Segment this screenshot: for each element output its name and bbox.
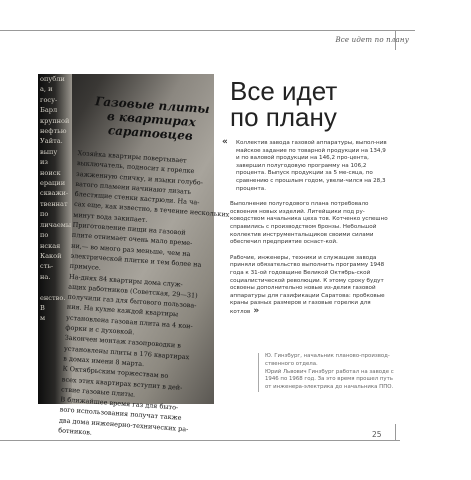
article-paragraph-2: Выполнение полугодового плана потребовало освоения новых изделий. Литейщики под ру-ководством начальника цеха тов. Котченко успешно справились с производством бронзы. Небольшой коллектив инструментальщиков своими силами обеспечил предприятие оснаст-кой. [230, 201, 388, 246]
caption-text: Юрий Львович Гинзбург работал на заводе с 1946 по 1968 год. За это время прошел путь от инженера-электрика до начальника ППО. [265, 368, 394, 391]
page-title-line-1: Все идет [230, 76, 338, 106]
article-paragraph-3-text: Рабочие, инженеры, техники и служащие завода приняли обязательство выполнить программу 1948 года к 31-ой годовщине Великой Октябрь-ской социалистической революции. К этому сроку будут освоены дополнительно новые из-делия газовой аппаратуры для газификации Саратова: пробковые краны разных размеров и газовые горелки для котлов [230, 254, 385, 315]
photo-headline: Газовые плиты в квартирах саратовцев [94, 94, 211, 144]
page-title [230, 78, 337, 130]
header-rule [0, 30, 415, 31]
photo-caption [258, 353, 396, 392]
article-paragraph-1-text: Коллектив завода газовой аппаратуры, выпол-нив майское задание по товарной продукции на 134,9 и по валовой продукции на 146,2 про-цента, завершил полугодовую программу на 106,2 процента. Выпуск продукции за 5 ме-сяца, по сравнению с прошлым годом, увели-чился на 28,3 процента. [236, 140, 387, 192]
page-title-line-2: по плану [230, 102, 337, 132]
article-paragraph-3 [230, 255, 390, 317]
article-body [222, 137, 390, 324]
quote-open-mark: « [222, 137, 228, 147]
footer-divider [395, 424, 396, 440]
quote-close-mark: » [253, 305, 260, 316]
running-header: Все идет по плану [335, 36, 409, 44]
newspaper-photo [38, 74, 230, 437]
photo-left-column: опубли а, и госу- Барл крупной нефтью Уайта. выпу из ноиск ерации скважи- твеннат по личаемы по нская Какой сть- на. енство. В м [38, 74, 72, 404]
page-number: 25 [372, 430, 382, 439]
footer-rule [0, 440, 400, 441]
article-paragraph-1 [222, 137, 390, 193]
photo-article-text: Хозяйка квартиры повертывает выключатель, подносит к горелке зажженную спичку, и языки голубо- ватого пламени начинают лизать блестящие стенки кастрюли. На ча- сах еще, как известно, в течение нескольких минут вода закипает. Приготовление пищи на газовой плите отнимает очень мало време- ни,— во много раз меньше, чем на электрической плитке и тем более на примусе. На-днях 84 квартиры дома служ- ащих работников (Советская, 29—31) получили газ для бытового пользова- ния. На кухне каждой квартиры установлена газовая плита на 4 кон- форки и с духовкой. Закончен монтаж газопроводки в установлены плиты в 176 квартирах в домах имени 8 марта. К Октябрьским торжествам во всех этих квартирах вступит в дей- ствие газовые плиты. В ближайшее время газ для быто- вого использования получат также два дома инженерно-технических ра- ботников. [57, 148, 230, 437]
caption-author: Ю. Гинзбург, начальник планово-производ-ственного отдела. [265, 353, 390, 367]
